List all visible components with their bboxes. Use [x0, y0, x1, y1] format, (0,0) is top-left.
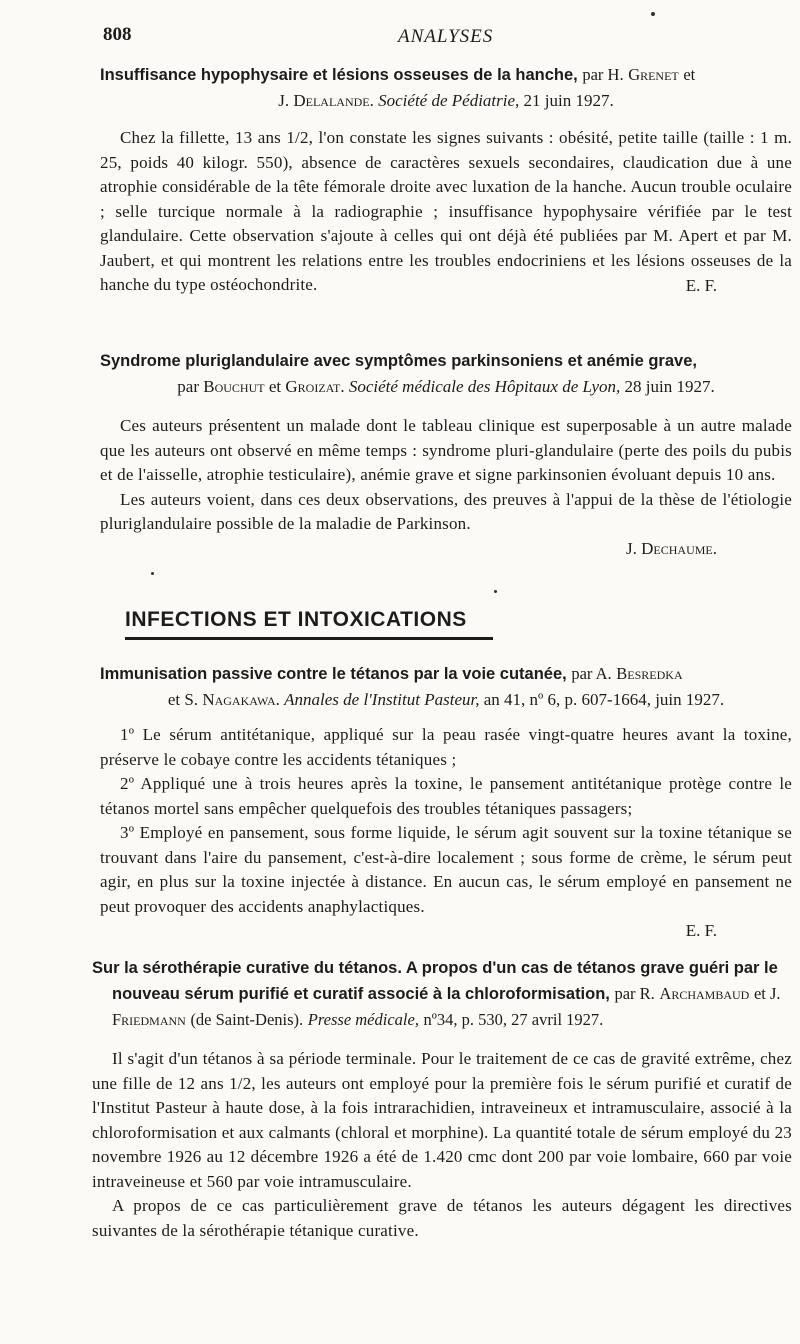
article-title: Syndrome pluriglandulaire avec symptômes parkinsoniens et anémie grave,: [100, 352, 697, 370]
print-speck: [651, 12, 655, 16]
author-name: Bouchut: [203, 377, 265, 396]
signature: E. F.: [685, 275, 717, 295]
print-speck: [494, 590, 497, 593]
signature: J. Dechaume.: [626, 538, 717, 558]
author-name: Delalande.: [293, 91, 374, 110]
page-number: 808: [103, 24, 132, 45]
signature: E. F.: [685, 921, 717, 940]
publication-date: an 41, nº 6, p. 607-1664, juin 1927.: [483, 690, 725, 709]
article-byline: et S. Nagakawa. Annales de l'Institut Pasteur, an 41, nº 6, p. 607-1664, juin 1927.: [167, 690, 725, 709]
paragraph: 3º Employé en pansement, sous forme liquide, le sérum agit souvent sur la toxine tétanique se trouvant dans l'aire du pansement, c'est-à-dire localement ; sous forme de crème, le sérum peut agir, en plus sur la toxine injectée à distance. En aucun cas, le sérum employé en pansement ne peut provoquer des accidents anaphylactiques.: [100, 823, 792, 916]
publication-date: 21 juin 1927.: [523, 91, 614, 110]
section-rule: [125, 637, 493, 640]
paragraph: Chez la fillette, 13 ans 1/2, l'on constate les signes suivants : obésité, petite taille (taille : 1 m. 25, poids 40 kilogr. 550), absence de caractères sexuels secondaires, claudication due à une atrophie considérable de la tête fémorale droite avec luxation de la hanche. Aucun trouble oculaire ; selle turcique normale à la radiographie ; insuffisance hypophysaire vérifiée par le test glandulaire. Cette observation s'ajoute à celles qui ont déjà été publiées par M. Apert et par M. Jaubert, et qui montrent les relations entre les troubles endocriniens et les lésions osseuses de la hanche du type ostéochondrite.: [100, 128, 792, 294]
article-immunisation: [100, 661, 792, 943]
paragraph: A propos de ce cas particulièrement grave de tétanos les auteurs dégagent les directives suivantes de la sérothérapie tétanique curative.: [92, 1196, 792, 1240]
article-title: Sur la sérothérapie curative du tétanos. A propos d'un cas de tétanos grave guéri par le nouveau sérum purifié et curatif associé à la chloroformisation, par R. Archambaud et J. Friedmann (de Saint-Denis). Presse médicale, nº34, p. 530, 27 avril 1927.: [92, 959, 781, 1029]
article-byline: J. Delalande. Société de Pédiatrie, 21 juin 1927.: [278, 91, 614, 110]
article-body: [92, 1047, 792, 1243]
paragraph: 2º Appliqué une à trois heures après la toxine, le pansement antitétanique protège contre le tétanos mortel sans empêcher quelquefois des troubles tétaniques passagers;: [100, 774, 792, 818]
article-body: [100, 723, 792, 919]
paragraph: Les auteurs voient, dans ces deux observations, des preuves à l'appui de la thèse de l'étiologie pluriglandulaire possible de la maladie de Parkinson.: [100, 489, 792, 533]
paragraph: Ces auteurs présentent un malade dont le tableau clinique est superposable à un autre malade que les auteurs ont observé en même temps : syndrome pluri-glandulaire (perte des poils du pubis et de l'aisselle, atrophie testiculaire), anémie grave et signe parkinsonien évoluant depuis 10 ans.: [100, 416, 792, 484]
author-name: Nagakawa.: [202, 690, 280, 709]
article-serotherapie: [92, 955, 792, 1243]
article-pluriglandulaire: [100, 348, 792, 561]
article-byline: par Bouchut et Groizat. Société médicale des Hôpitaux de Lyon, 28 juin 1927.: [177, 377, 715, 396]
journal-name: Société de Pédiatrie,: [378, 91, 520, 110]
article-title: Insuffisance hypophysaire et lésions osseuses de la hanche, par H. Grenet et: [100, 65, 696, 84]
author-name: Besredka: [616, 664, 683, 683]
author-name: Groizat.: [285, 377, 345, 396]
paragraph: 1º Le sérum antitétanique, appliqué sur la peau rasée vingt-quatre heures avant la toxine, préserve le cobaye contre les accidents tétaniques ;: [100, 725, 792, 769]
author-name: Grenet: [628, 65, 679, 84]
author-name: Archambaud: [659, 984, 750, 1003]
journal-name: Annales de l'Institut Pasteur,: [284, 690, 480, 709]
article-body: [100, 414, 792, 537]
running-title: ANALYSES: [398, 26, 494, 47]
journal-name: Presse médicale,: [307, 1010, 419, 1029]
article-body: [100, 126, 792, 298]
journal-name: Société médicale des Hôpitaux de Lyon,: [348, 377, 621, 396]
author-name: Friedmann: [112, 1010, 186, 1029]
article-title: Immunisation passive contre le tétanos par la voie cutanée, par A. Besredka: [100, 664, 683, 683]
paragraph: Il s'agit d'un tétanos à sa période terminale. Pour le traitement de ce cas de gravité extrême, chez une fille de 12 ans 1/2, les auteurs ont employé pour la première fois le sérum purifié et curatif de l'Institut Pasteur à haute dose, à la fois intrarachidien, intraveineux et intramusculaire, associé à la chloroformisation et aux calmants (chloral et morphine). La quantité totale de sérum employé du 23 novembre 1926 au 12 décembre 1926 a été de 1.420 cmc dont 200 par voie lombaire, 660 par voie intraveineuse et 560 par voie intramusculaire.: [92, 1049, 792, 1191]
publication-date: nº34, p. 530, 27 avril 1927.: [423, 1010, 604, 1029]
section-heading: INFECTIONS ET INTOXICATIONS: [125, 608, 467, 631]
publication-date: 28 juin 1927.: [624, 377, 715, 396]
print-speck: [151, 572, 154, 575]
article-hypophysaire: [100, 62, 792, 298]
